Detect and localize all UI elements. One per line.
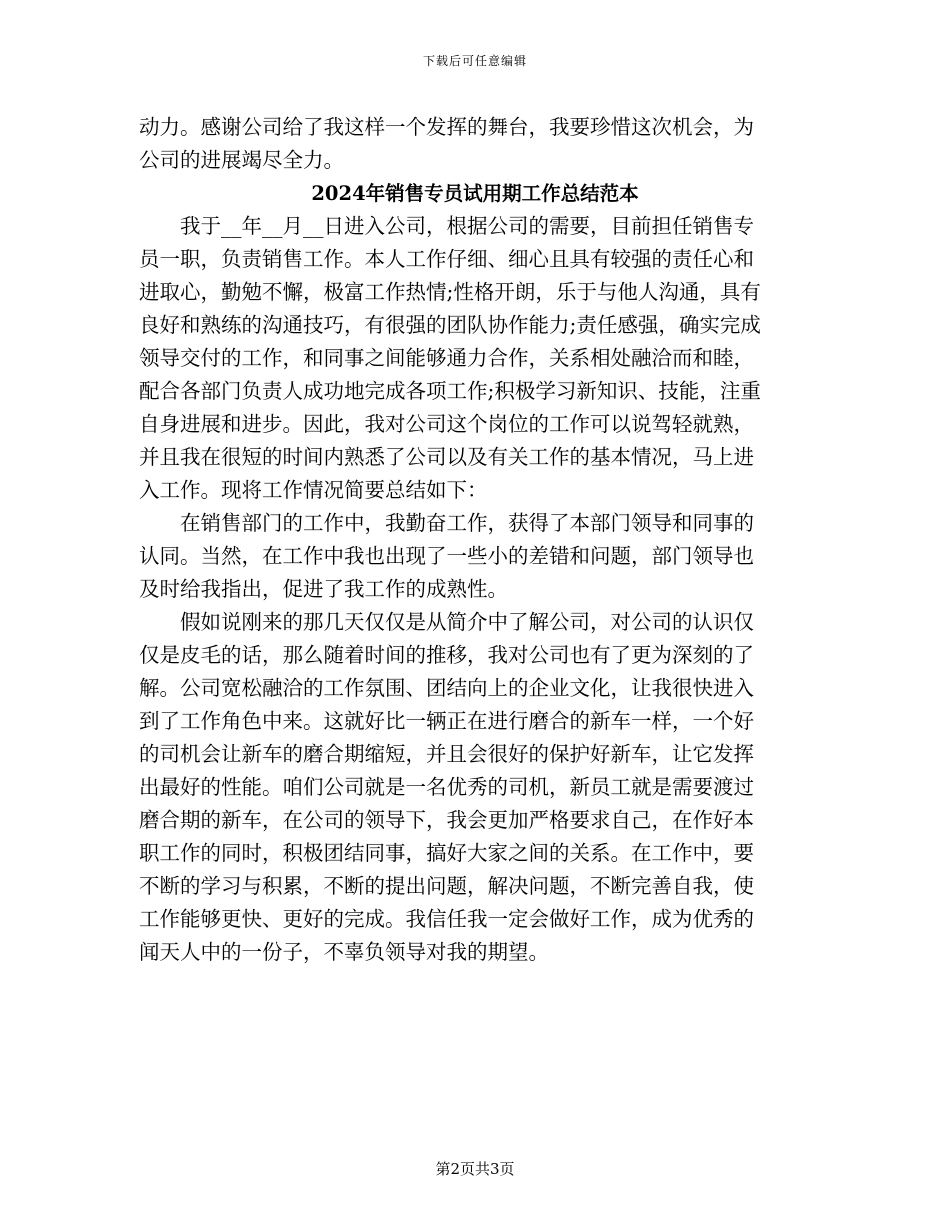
body-line: 配合各部门负责人成功地完成各项工作;积极学习新知识、技能，注重 (139, 379, 761, 403)
body-line: 进取心，勤勉不懈，极富工作热情;性格开朗，乐于与他人沟通，具有 (139, 280, 761, 304)
body-line: 解。公司宽松融洽的工作氛围、团结向上的企业文化，让我很快进入 (139, 676, 754, 700)
body-line: 员一职，负责销售工作。本人工作仔细、细心且具有较强的责任心和 (139, 247, 754, 271)
body-line: 在销售部门的工作中，我勤奋工作，获得了本部门领导和同事的 (139, 511, 754, 535)
body-line: 公司的进展竭尽全力。 (139, 148, 344, 172)
body-line: 及时给我指出，促进了我工作的成熟性。 (139, 577, 508, 601)
body-line: 自身进展和进步。因此，我对公司这个岗位的工作可以说驾轻就熟， (139, 412, 754, 436)
document-title: 2024年销售专员试用期工作总结范本 (311, 182, 639, 205)
body-line: 认同。当然，在工作中我也出现了一些小的差错和问题，部门领导也 (139, 544, 754, 568)
page-footer: 第2页共3页 (435, 1160, 515, 1178)
body-line: 工作能够更快、更好的完成。我信任我一定会做好工作，成为优秀的 (139, 907, 754, 931)
body-line: 入工作。现将工作情况简要总结如下： (139, 478, 488, 502)
body-line: 并且我在很短的时间内熟悉了公司以及有关工作的基本情况，马上进 (139, 445, 754, 469)
body-line: 仅是皮毛的话，那么随着时间的推移，我对公司也有了更为深刻的了 (139, 643, 754, 667)
body-line: 到了工作角色中来。这就好比一辆正在进行磨合的新车一样，一个好 (139, 709, 754, 733)
body-line: 我于__年__月__日进入公司，根据公司的需要，目前担任销售专 (139, 214, 754, 238)
body-line: 假如说刚来的那几天仅仅是从简介中了解公司，对公司的认识仅 (139, 610, 754, 634)
body-line: 闻天人中的一份子，不辜负领导对我的期望。 (139, 940, 549, 964)
body-line: 领导交付的工作，和同事之间能够通力合作，关系相处融洽而和睦， (139, 346, 754, 370)
page-header: 下载后可任意编辑 (422, 54, 527, 68)
body-line: 的司机会让新车的磨合期缩短，并且会很好的保护好新车，让它发挥 (139, 742, 754, 766)
body-line: 不断的学习与积累，不断的提出问题，解决问题，不断完善自我，使 (139, 874, 754, 898)
body-line: 出最好的性能。咱们公司就是一名优秀的司机，新员工就是需要渡过 (139, 775, 754, 799)
body-line: 良好和熟练的沟通技巧，有很强的团队协作能力;责任感强，确实完成 (139, 313, 761, 337)
document-body (139, 111, 811, 969)
body-line: 磨合期的新车，在公司的领导下，我会更加严格要求自己，在作好本 (139, 808, 754, 832)
body-line: 职工作的同时，积极团结同事，搞好大家之间的关系。在工作中，要 (139, 841, 754, 865)
body-line: 动力。感谢公司给了我这样一个发挥的舞台，我要珍惜这次机会，为 (139, 115, 754, 139)
